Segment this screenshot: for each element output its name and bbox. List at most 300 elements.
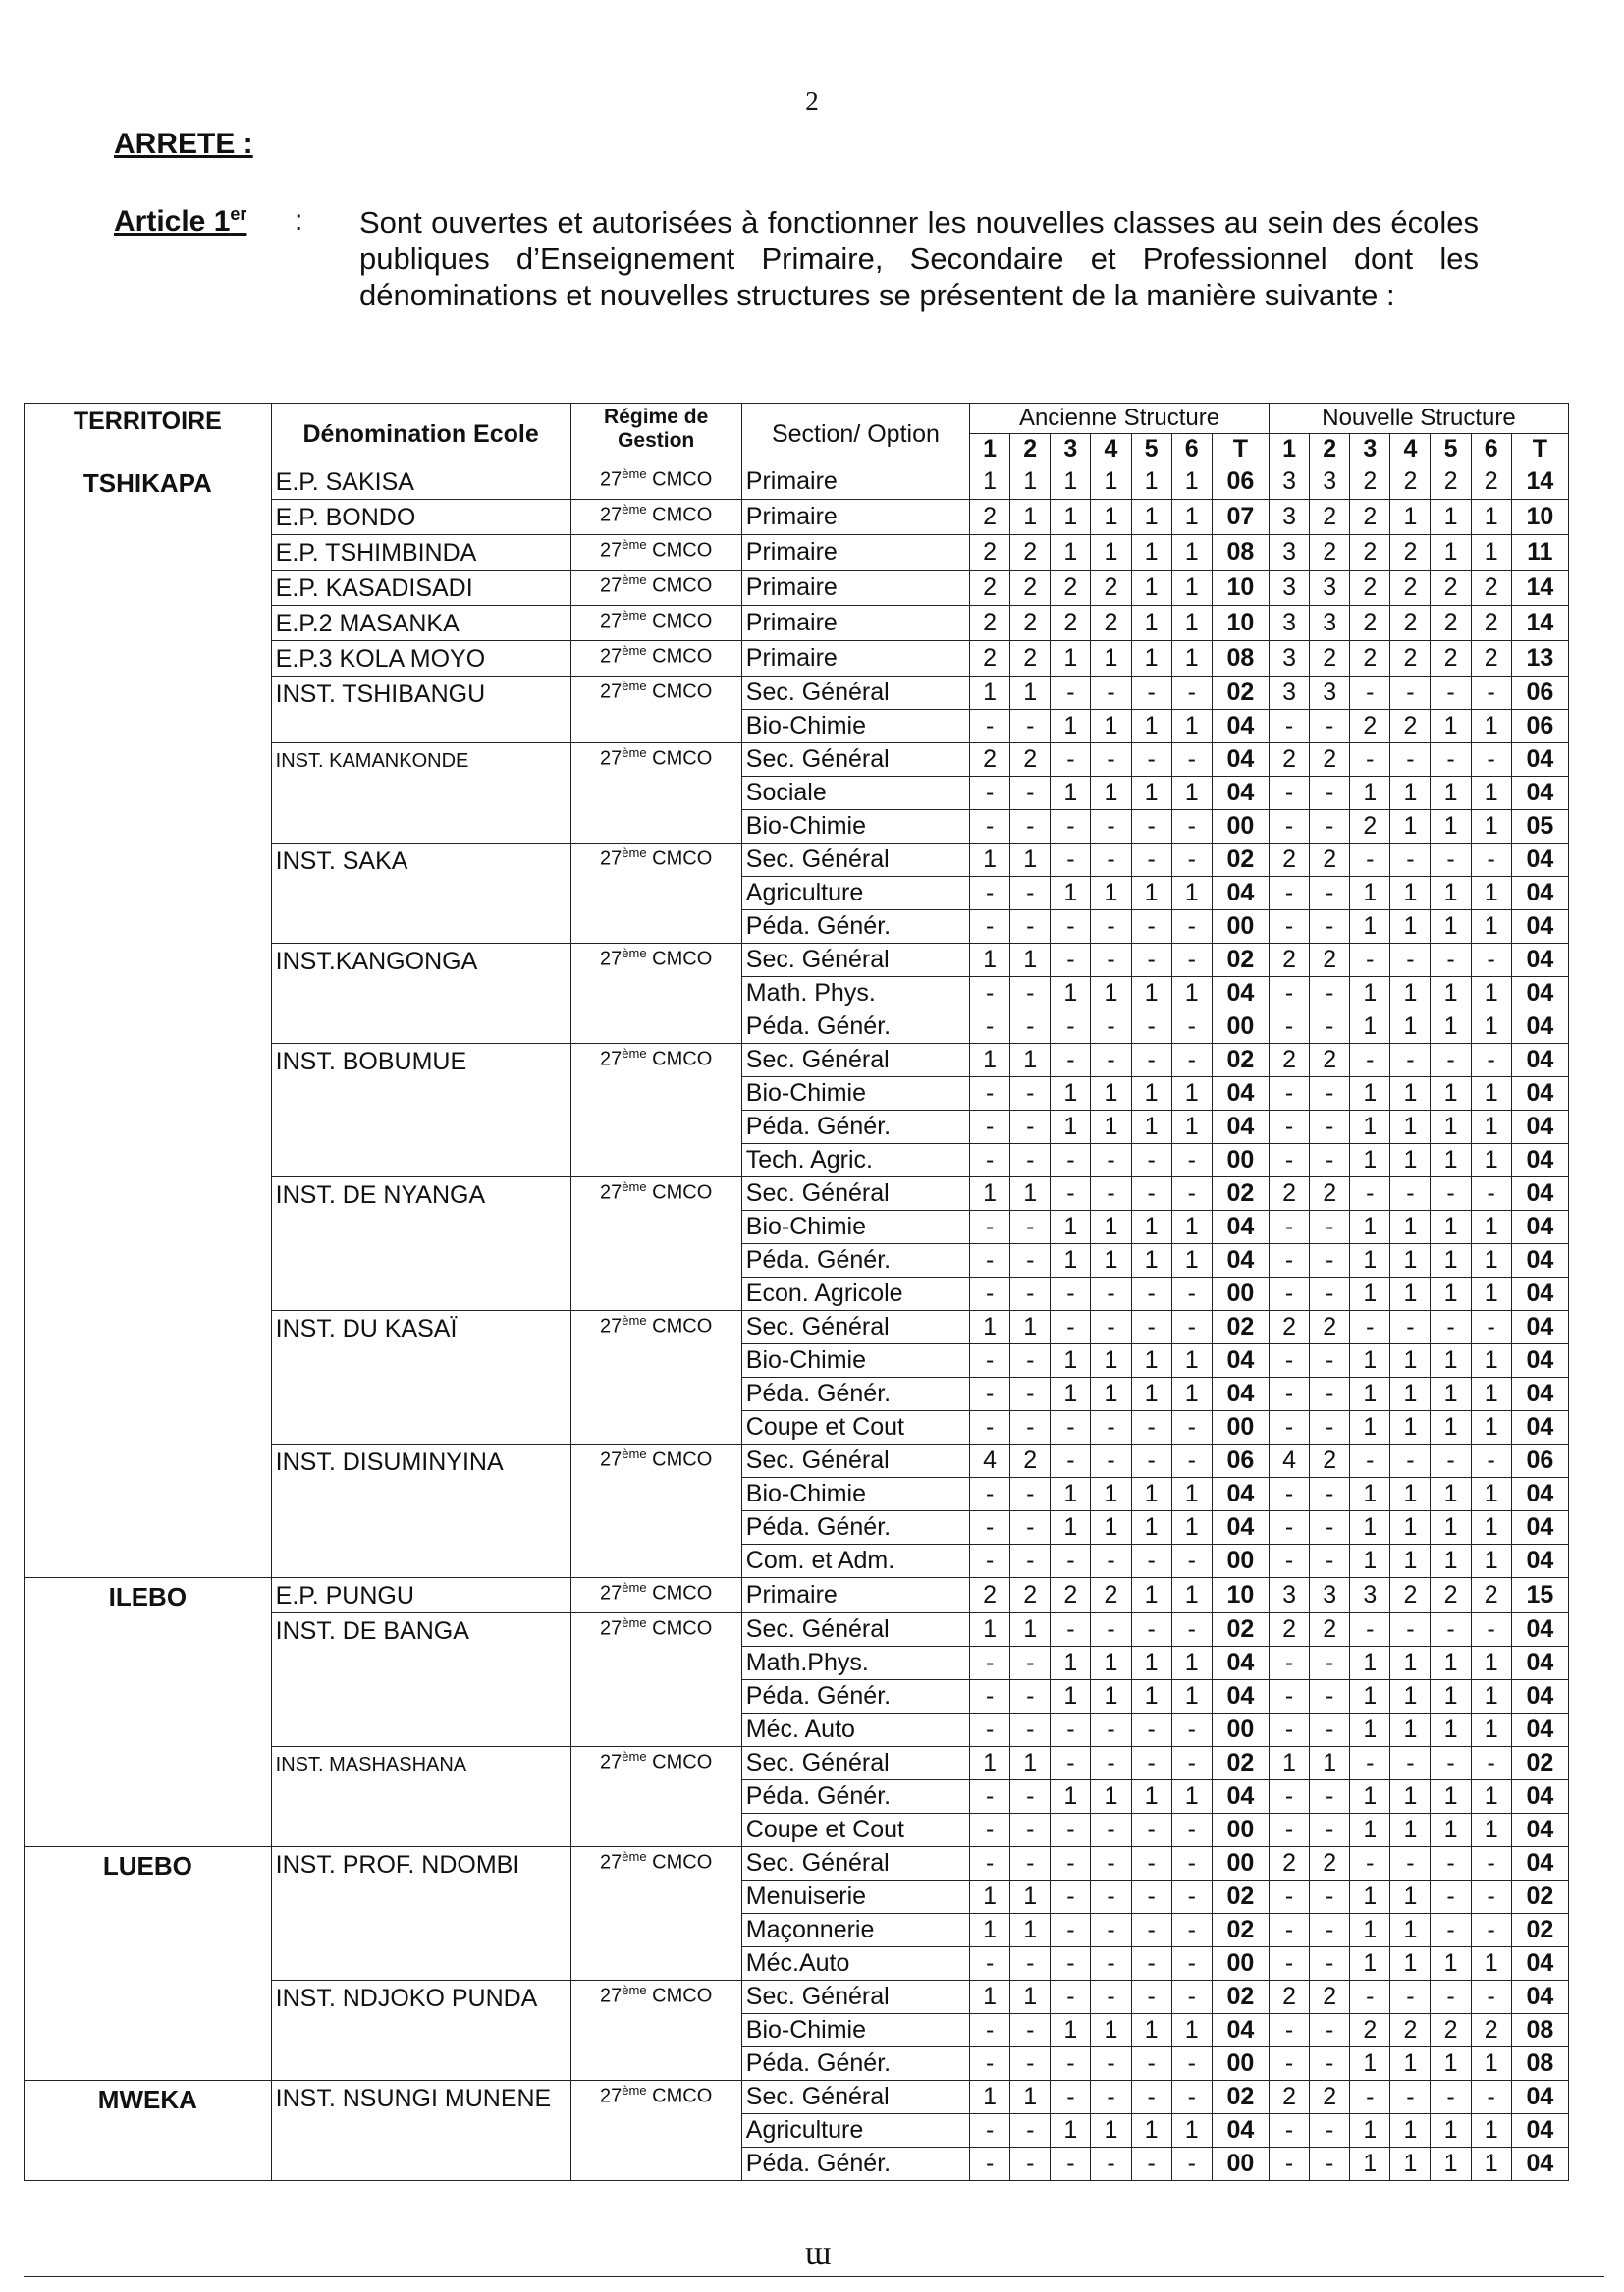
ancienne-class-count: 1 <box>1051 877 1091 910</box>
ancienne-class-count: 1 <box>1131 1478 1171 1511</box>
arrete-heading: ARRETE : <box>114 128 253 160</box>
school-name: INST. BOBUMUE <box>271 1044 570 1177</box>
nouvelle-class-count: 1 <box>1390 1010 1431 1044</box>
ancienne-class-count: 1 <box>1091 1680 1131 1714</box>
ancienne-class-count: 2 <box>1051 571 1091 606</box>
nouvelle-class-count: - <box>1431 1881 1471 1914</box>
nouvelle-class-count: 1 <box>1350 1144 1390 1177</box>
nouvelle-total: 06 <box>1511 710 1568 743</box>
ancienne-class-count: 2 <box>1010 1578 1051 1613</box>
nouvelle-total: 04 <box>1511 844 1568 877</box>
ancienne-class-count: 2 <box>970 535 1010 571</box>
page-number: 2 <box>805 86 819 116</box>
ancienne-class-count: 1 <box>1171 571 1212 606</box>
ancienne-class-count: 1 <box>1091 2114 1131 2148</box>
nouvelle-class-count: - <box>1431 1311 1471 1344</box>
nouvelle-class-count: - <box>1310 1647 1350 1680</box>
section-option: Primaire <box>741 571 969 606</box>
ancienne-class-count: - <box>1171 743 1212 777</box>
section-option: Coupe et Cout <box>741 1411 969 1445</box>
nouvelle-total: 02 <box>1511 1881 1568 1914</box>
table-row <box>25 1578 1569 1613</box>
ancienne-class-count: 2 <box>970 571 1010 606</box>
nouvelle-class-count: 1 <box>1431 1411 1471 1445</box>
ancienne-class-count: - <box>970 1211 1010 1244</box>
ancienne-total: 00 <box>1212 1814 1269 1847</box>
school-name: INST. DU KASAÏ <box>271 1311 570 1445</box>
header-ancienne: Ancienne Structure <box>970 404 1270 434</box>
header-ancienne-col: 5 <box>1131 434 1171 464</box>
ancienne-class-count: - <box>1091 944 1131 977</box>
ancienne-class-count: - <box>970 1814 1010 1847</box>
section-option: Sec. Général <box>741 1981 969 2014</box>
ancienne-total: 00 <box>1212 1545 1269 1578</box>
section-option: Péda. Génér. <box>741 1111 969 1144</box>
ancienne-class-count: 1 <box>1091 877 1131 910</box>
nouvelle-class-count: 1 <box>1431 1010 1471 1044</box>
nouvelle-class-count: 3 <box>1310 464 1350 500</box>
ancienne-class-count: 1 <box>1091 1077 1131 1111</box>
ancienne-total: 00 <box>1212 2148 1269 2181</box>
ancienne-class-count: 1 <box>1131 1511 1171 1545</box>
nouvelle-total: 04 <box>1511 1545 1568 1578</box>
ancienne-class-count: 2 <box>1010 1445 1051 1478</box>
header-ancienne-col: 2 <box>1010 434 1051 464</box>
ancienne-class-count: - <box>1131 1278 1171 1311</box>
nouvelle-class-count: - <box>1390 2081 1431 2114</box>
initials-mark: ɯ <box>805 2235 832 2271</box>
nouvelle-class-count: 1 <box>1350 2047 1390 2081</box>
ancienne-class-count: 1 <box>1010 464 1051 500</box>
section-option: Sec. Général <box>741 1613 969 1647</box>
ancienne-class-count: - <box>1091 1714 1131 1747</box>
ancienne-total: 07 <box>1212 500 1269 535</box>
article-label <box>114 204 246 239</box>
ancienne-class-count: - <box>1171 1947 1212 1981</box>
ancienne-class-count: - <box>1091 1814 1131 1847</box>
nouvelle-class-count: - <box>1431 944 1471 977</box>
ancienne-class-count: 1 <box>1171 877 1212 910</box>
nouvelle-class-count: - <box>1471 1881 1511 1914</box>
regime-suffix: CMCO <box>646 645 713 668</box>
section-option: Péda. Génér. <box>741 1780 969 1814</box>
regime-suffix: CMCO <box>646 1315 713 1337</box>
nouvelle-total: 04 <box>1511 1144 1568 1177</box>
regime-gestion <box>570 571 741 606</box>
nouvelle-class-count: 2 <box>1350 710 1390 743</box>
nouvelle-class-count: 2 <box>1390 464 1431 500</box>
header-section: Section/ Option <box>741 404 969 464</box>
ancienne-class-count: - <box>1171 2081 1212 2114</box>
school-name: INST. DISUMINYINA <box>271 1445 570 1578</box>
territory-name: ILEBO <box>25 1578 272 1847</box>
section-option: Primaire <box>741 606 969 641</box>
nouvelle-class-count: - <box>1390 1613 1431 1647</box>
ancienne-class-count: - <box>1051 1981 1091 2014</box>
nouvelle-total: 04 <box>1511 1411 1568 1445</box>
school-name: INST. MASHASHANA <box>271 1747 570 1847</box>
nouvelle-class-count: - <box>1390 1445 1431 1478</box>
ancienne-total: 02 <box>1212 1914 1269 1947</box>
nouvelle-class-count: - <box>1471 1914 1511 1947</box>
ancienne-class-count: - <box>1091 743 1131 777</box>
header-ancienne-col: T <box>1212 434 1269 464</box>
nouvelle-class-count: - <box>1350 1445 1390 1478</box>
ancienne-class-count: 1 <box>1010 1311 1051 1344</box>
ancienne-class-count: 1 <box>1171 1244 1212 1278</box>
nouvelle-class-count: - <box>1269 1814 1309 1847</box>
regime-sup: ème <box>622 466 647 481</box>
territory-name: MWEKA <box>25 2081 272 2181</box>
nouvelle-total: 04 <box>1511 1847 1568 1881</box>
nouvelle-class-count: 1 <box>1471 535 1511 571</box>
ancienne-total: 02 <box>1212 1747 1269 1780</box>
regime-suffix: CMCO <box>646 948 713 970</box>
nouvelle-class-count: - <box>1310 1144 1350 1177</box>
ancienne-class-count: - <box>970 1278 1010 1311</box>
ancienne-class-count: - <box>1051 743 1091 777</box>
ancienne-class-count: - <box>1091 2081 1131 2114</box>
nouvelle-class-count: - <box>1269 1244 1309 1278</box>
ancienne-class-count: - <box>1091 1747 1131 1780</box>
nouvelle-class-count: 1 <box>1390 1914 1431 1947</box>
nouvelle-class-count: 1 <box>1431 1144 1471 1177</box>
nouvelle-class-count: 1 <box>1390 2148 1431 2181</box>
nouvelle-class-count: - <box>1269 1881 1309 1914</box>
ancienne-class-count: - <box>1051 944 1091 977</box>
ancienne-total: 04 <box>1212 710 1269 743</box>
article-text: Sont ouvertes et autorisées à fonctionner les nouvelles classes au sein des écoles publiques d’Enseignement Primaire, Secondaire et Professionnel dont les dénominations et nouvelles structures se présentent de la manière suivante : <box>359 205 1479 312</box>
regime-number: 27 <box>600 1048 623 1070</box>
nouvelle-class-count: 1 <box>1390 1947 1431 1981</box>
nouvelle-class-count: 1 <box>1390 1511 1431 1545</box>
ancienne-class-count: - <box>1051 1010 1091 1044</box>
regime-gestion <box>570 1747 741 1847</box>
nouvelle-class-count: - <box>1350 743 1390 777</box>
nouvelle-total: 04 <box>1511 1780 1568 1814</box>
nouvelle-class-count: - <box>1269 1545 1309 1578</box>
ancienne-total: 00 <box>1212 1847 1269 1881</box>
ancienne-total: 00 <box>1212 910 1269 944</box>
ancienne-class-count: - <box>1171 1278 1212 1311</box>
nouvelle-class-count: 2 <box>1310 743 1350 777</box>
ancienne-class-count: - <box>1171 1914 1212 1947</box>
regime-suffix: CMCO <box>646 574 713 597</box>
ancienne-class-count: - <box>1010 1680 1051 1714</box>
ancienne-class-count: 1 <box>1091 1378 1131 1411</box>
nouvelle-class-count: 1 <box>1390 1211 1431 1244</box>
nouvelle-total: 13 <box>1511 641 1568 677</box>
ancienne-class-count: - <box>970 1411 1010 1445</box>
nouvelle-class-count: 1 <box>1431 1077 1471 1111</box>
ancienne-class-count: - <box>1091 1177 1131 1211</box>
ancienne-class-count: 1 <box>1010 1177 1051 1211</box>
nouvelle-class-count: - <box>1269 1511 1309 1545</box>
regime-suffix: CMCO <box>646 1582 713 1605</box>
ancienne-class-count: 1 <box>970 1311 1010 1344</box>
ancienne-class-count: - <box>970 1947 1010 1981</box>
nouvelle-total: 04 <box>1511 1177 1568 1211</box>
nouvelle-class-count: 3 <box>1310 606 1350 641</box>
ancienne-class-count: - <box>1010 977 1051 1010</box>
ancienne-class-count: - <box>1091 1278 1131 1311</box>
ancienne-class-count: - <box>1131 1311 1171 1344</box>
nouvelle-class-count: - <box>1471 1613 1511 1647</box>
nouvelle-class-count: 2 <box>1269 1177 1309 1211</box>
section-option: Math. Phys. <box>741 977 969 1010</box>
article-label-sup: er <box>230 204 247 224</box>
ancienne-class-count: - <box>1010 1814 1051 1847</box>
section-option: Menuiserie <box>741 1881 969 1914</box>
nouvelle-class-count: 1 <box>1390 2114 1431 2148</box>
nouvelle-total: 04 <box>1511 1613 1568 1647</box>
section-option: Péda. Génér. <box>741 1010 969 1044</box>
ancienne-class-count: 1 <box>970 1044 1010 1077</box>
nouvelle-class-count: - <box>1269 2014 1309 2047</box>
nouvelle-class-count: 1 <box>1390 1647 1431 1680</box>
ancienne-class-count: 2 <box>1051 1578 1091 1613</box>
nouvelle-class-count: 2 <box>1471 606 1511 641</box>
regime-suffix: CMCO <box>646 1617 713 1640</box>
regime-suffix: CMCO <box>646 747 713 770</box>
section-option: Sec. Général <box>741 743 969 777</box>
ancienne-class-count: - <box>1171 1613 1212 1647</box>
nouvelle-class-count: 1 <box>1350 1411 1390 1445</box>
ancienne-class-count: 1 <box>1051 535 1091 571</box>
nouvelle-class-count: 1 <box>1310 1747 1350 1780</box>
nouvelle-class-count: 2 <box>1310 535 1350 571</box>
regime-gestion <box>570 464 741 500</box>
ancienne-class-count: - <box>1091 910 1131 944</box>
nouvelle-class-count: 2 <box>1269 1981 1309 2014</box>
section-option: Agriculture <box>741 877 969 910</box>
nouvelle-class-count: - <box>1390 944 1431 977</box>
nouvelle-class-count: - <box>1350 1981 1390 2014</box>
ancienne-class-count: - <box>970 2014 1010 2047</box>
ancienne-class-count: - <box>1171 910 1212 944</box>
nouvelle-class-count: - <box>1310 877 1350 910</box>
regime-suffix: CMCO <box>646 681 713 703</box>
nouvelle-total: 02 <box>1511 1914 1568 1947</box>
nouvelle-class-count: 3 <box>1269 571 1309 606</box>
ancienne-class-count: - <box>1131 1847 1171 1881</box>
ancienne-class-count: 1 <box>1010 944 1051 977</box>
ancienne-class-count: 1 <box>1131 710 1171 743</box>
ancienne-class-count: - <box>1131 1814 1171 1847</box>
school-name: E.P.2 MASANKA <box>271 606 570 641</box>
nouvelle-class-count: 2 <box>1269 2081 1309 2114</box>
nouvelle-class-count: 1 <box>1350 1244 1390 1278</box>
nouvelle-class-count: - <box>1269 877 1309 910</box>
nouvelle-class-count: - <box>1350 944 1390 977</box>
ancienne-class-count: - <box>1091 1613 1131 1647</box>
section-option: Bio-Chimie <box>741 1211 969 1244</box>
ancienne-class-count: 1 <box>1171 1578 1212 1613</box>
nouvelle-class-count: - <box>1431 2081 1471 2114</box>
nouvelle-class-count: - <box>1269 1344 1309 1378</box>
nouvelle-class-count: - <box>1471 1311 1511 1344</box>
ancienne-class-count: - <box>1171 2047 1212 2081</box>
regime-gestion <box>570 1044 741 1177</box>
nouvelle-class-count: - <box>1310 1411 1350 1445</box>
ancienne-class-count: 1 <box>1091 777 1131 810</box>
nouvelle-class-count: 1 <box>1390 777 1431 810</box>
ancienne-class-count: - <box>1051 1814 1091 1847</box>
nouvelle-class-count: - <box>1269 1278 1309 1311</box>
ancienne-total: 02 <box>1212 1881 1269 1914</box>
ancienne-class-count: 1 <box>1171 1111 1212 1144</box>
ancienne-class-count: - <box>1091 1010 1131 1044</box>
ancienne-class-count: 1 <box>1051 1680 1091 1714</box>
regime-sup: ème <box>622 1749 647 1764</box>
section-option: Primaire <box>741 535 969 571</box>
ancienne-class-count: - <box>1171 810 1212 844</box>
ancienne-class-count: - <box>1171 1311 1212 1344</box>
territory-name: TSHIKAPA <box>25 464 272 1578</box>
nouvelle-class-count: 2 <box>1310 500 1350 535</box>
ancienne-class-count: 1 <box>1091 1244 1131 1278</box>
ancienne-total: 04 <box>1212 2014 1269 2047</box>
ancienne-total: 04 <box>1212 1478 1269 1511</box>
ancienne-class-count: - <box>970 1511 1010 1545</box>
ancienne-class-count: - <box>970 1680 1010 1714</box>
ancienne-class-count: - <box>1131 1981 1171 2014</box>
nouvelle-class-count: 1 <box>1390 1344 1431 1378</box>
section-option: Bio-Chimie <box>741 1478 969 1511</box>
ancienne-class-count: 4 <box>970 1445 1010 1478</box>
ancienne-class-count: - <box>1131 910 1171 944</box>
ancienne-class-count: 1 <box>1171 606 1212 641</box>
nouvelle-class-count: 2 <box>1310 1445 1350 1478</box>
ancienne-class-count: - <box>1010 1378 1051 1411</box>
nouvelle-total: 04 <box>1511 1010 1568 1044</box>
ancienne-class-count: - <box>1131 1144 1171 1177</box>
nouvelle-class-count: 2 <box>1350 606 1390 641</box>
regime-number: 27 <box>600 539 623 562</box>
nouvelle-class-count: - <box>1269 1211 1309 1244</box>
regime-suffix: CMCO <box>646 504 713 526</box>
ancienne-class-count: 1 <box>1131 2114 1171 2148</box>
nouvelle-class-count: 1 <box>1431 1278 1471 1311</box>
nouvelle-class-count: 1 <box>1431 977 1471 1010</box>
nouvelle-class-count: - <box>1269 1077 1309 1111</box>
header-territoire: TERRITOIRE <box>25 404 272 464</box>
school-name: E.P. PUNGU <box>271 1578 570 1613</box>
nouvelle-class-count: 1 <box>1471 1077 1511 1111</box>
ancienne-class-count: 2 <box>1010 641 1051 677</box>
nouvelle-class-count: - <box>1431 1747 1471 1780</box>
nouvelle-class-count: 1 <box>1471 1378 1511 1411</box>
nouvelle-class-count: 2 <box>1390 710 1431 743</box>
nouvelle-class-count: 2 <box>1350 571 1390 606</box>
nouvelle-class-count: 2 <box>1431 1578 1471 1613</box>
nouvelle-class-count: - <box>1350 677 1390 710</box>
ancienne-class-count: - <box>970 1344 1010 1378</box>
section-option: Primaire <box>741 464 969 500</box>
ancienne-class-count: 1 <box>1131 777 1171 810</box>
header-nouvelle-col: 5 <box>1431 434 1471 464</box>
nouvelle-class-count: 1 <box>1471 1111 1511 1144</box>
ancienne-class-count: - <box>970 810 1010 844</box>
section-option: Com. et Adm. <box>741 1545 969 1578</box>
ancienne-class-count: - <box>970 1780 1010 1814</box>
ancienne-class-count: 1 <box>1131 535 1171 571</box>
ancienne-class-count: 1 <box>970 1881 1010 1914</box>
ancienne-total: 00 <box>1212 1714 1269 1747</box>
ancienne-class-count: 2 <box>1091 1578 1131 1613</box>
ancienne-total: 04 <box>1212 1344 1269 1378</box>
ancienne-class-count: - <box>1171 1010 1212 1044</box>
regime-suffix: CMCO <box>646 539 713 562</box>
ancienne-class-count: 1 <box>1051 1478 1091 1511</box>
nouvelle-class-count: 2 <box>1269 1311 1309 1344</box>
section-option: Péda. Génér. <box>741 1378 969 1411</box>
nouvelle-class-count: - <box>1350 844 1390 877</box>
nouvelle-class-count: 1 <box>1350 1947 1390 1981</box>
nouvelle-class-count: - <box>1471 1747 1511 1780</box>
section-option: Maçonnerie <box>741 1914 969 1947</box>
nouvelle-total: 04 <box>1511 1344 1568 1378</box>
regime-suffix: CMCO <box>646 1851 713 1874</box>
ancienne-class-count: 1 <box>1051 500 1091 535</box>
nouvelle-class-count: - <box>1310 910 1350 944</box>
header-nouvelle: Nouvelle Structure <box>1269 404 1568 434</box>
regime-suffix: CMCO <box>646 1751 713 1774</box>
ancienne-total: 00 <box>1212 1010 1269 1044</box>
header-nouvelle-col: 3 <box>1350 434 1390 464</box>
ancienne-class-count: 1 <box>1010 844 1051 877</box>
ancienne-class-count: - <box>1051 2148 1091 2181</box>
ancienne-total: 02 <box>1212 844 1269 877</box>
ancienne-class-count: - <box>1131 810 1171 844</box>
nouvelle-class-count: 2 <box>1310 641 1350 677</box>
section-option: Bio-Chimie <box>741 710 969 743</box>
nouvelle-class-count: 1 <box>1390 910 1431 944</box>
ancienne-class-count: 2 <box>1051 606 1091 641</box>
nouvelle-class-count: 1 <box>1350 1647 1390 1680</box>
header-nouvelle-col: 1 <box>1269 434 1309 464</box>
header-regime: Régime de Gestion <box>570 404 741 464</box>
ancienne-class-count: - <box>1051 1545 1091 1578</box>
ancienne-class-count: 1 <box>1171 1378 1212 1411</box>
ancienne-total: 02 <box>1212 1044 1269 1077</box>
ancienne-class-count: - <box>970 1010 1010 1044</box>
nouvelle-class-count: 1 <box>1431 2114 1471 2148</box>
nouvelle-class-count: 2 <box>1431 2014 1471 2047</box>
header-nouvelle-col: 4 <box>1390 434 1431 464</box>
regime-sup: ème <box>622 537 647 552</box>
nouvelle-total: 04 <box>1511 1647 1568 1680</box>
ancienne-class-count: - <box>1131 743 1171 777</box>
school-name: INST. NDJOKO PUNDA <box>271 1981 570 2081</box>
nouvelle-class-count: 1 <box>1431 1211 1471 1244</box>
ancienne-class-count: - <box>1171 1714 1212 1747</box>
nouvelle-class-count: 2 <box>1310 1847 1350 1881</box>
school-name: E.P. KASADISADI <box>271 571 570 606</box>
nouvelle-class-count: - <box>1310 1211 1350 1244</box>
regime-gestion <box>570 2081 741 2181</box>
ancienne-class-count: 1 <box>1131 500 1171 535</box>
ancienne-class-count: 1 <box>1131 1578 1171 1613</box>
nouvelle-class-count: - <box>1269 1478 1309 1511</box>
ancienne-class-count: 1 <box>1171 1511 1212 1545</box>
regime-suffix: CMCO <box>646 847 713 870</box>
ancienne-total: 00 <box>1212 1278 1269 1311</box>
section-option: Bio-Chimie <box>741 1077 969 1111</box>
nouvelle-class-count: - <box>1310 710 1350 743</box>
section-option: Sec. Général <box>741 1445 969 1478</box>
nouvelle-class-count: - <box>1390 844 1431 877</box>
